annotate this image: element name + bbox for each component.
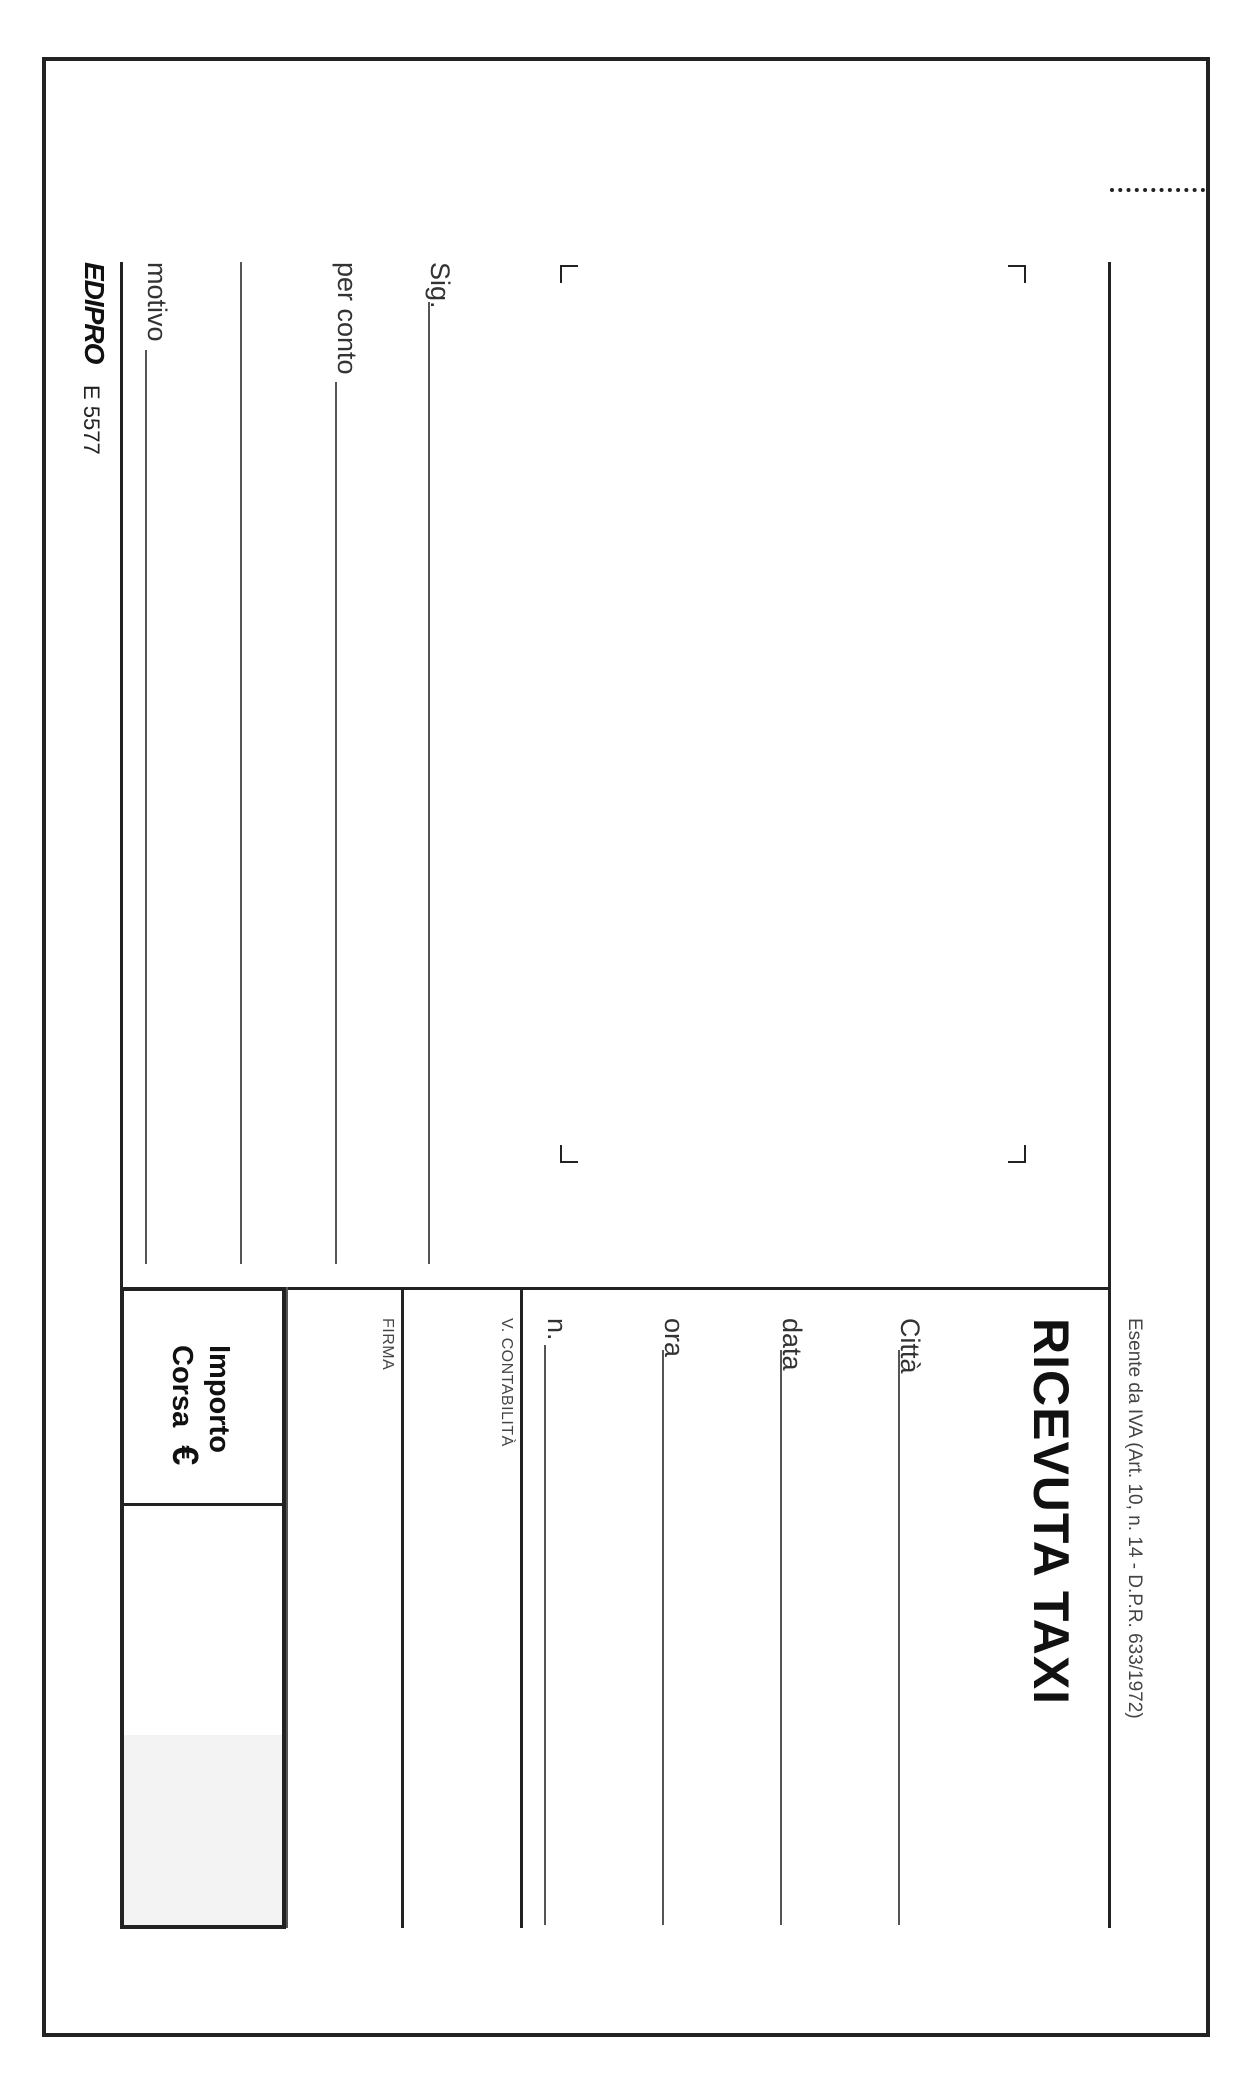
per-conto-label: per conto (332, 262, 362, 375)
citta-label: Città (895, 1318, 925, 1374)
firma-separator (401, 1287, 404, 1928)
data-label: data (777, 1318, 807, 1371)
corner-top-right (1008, 265, 1026, 283)
header-divider (1108, 262, 1111, 1928)
left-margin-line (120, 262, 123, 1287)
motivo-line (145, 350, 147, 1264)
corner-bottom-left (560, 1145, 578, 1163)
numero-label: n. (542, 1318, 572, 1341)
motivo-label: motivo (142, 262, 172, 342)
vat-exemption-text: Esente da IVA (Art. 10, n. 14 - D.P.R. 633/1972) (1124, 1318, 1145, 1719)
data-line (780, 1350, 782, 1925)
ora-label: ora (659, 1318, 689, 1358)
importo-box-divider (120, 1503, 286, 1506)
numero-line (544, 1345, 546, 1925)
importo-shaded-area (124, 1735, 282, 1925)
amount-lower-separator (286, 1287, 288, 1928)
perforation-dots (1110, 188, 1205, 192)
product-code: E 5577 (79, 385, 104, 455)
blank-line (240, 262, 242, 1264)
citta-line (898, 1350, 900, 1925)
signore-label: Sig. (425, 262, 455, 309)
corner-top-left (560, 265, 578, 283)
per-conto-line (335, 382, 337, 1264)
ora-line (662, 1350, 664, 1925)
corner-bottom-right (1008, 1145, 1026, 1163)
numero-separator (520, 1287, 523, 1928)
publisher-logo: EDIPRO (79, 262, 110, 364)
signore-line (428, 302, 430, 1264)
v-contabilita-label: V. CONTABILITÀ (498, 1318, 515, 1447)
importo-label: Importo Corsa € (165, 1345, 235, 1466)
firma-label: FIRMA (379, 1318, 396, 1371)
receipt-title: RICEVUTA TAXI (1023, 1318, 1079, 1706)
euro-icon: € (165, 1445, 206, 1466)
